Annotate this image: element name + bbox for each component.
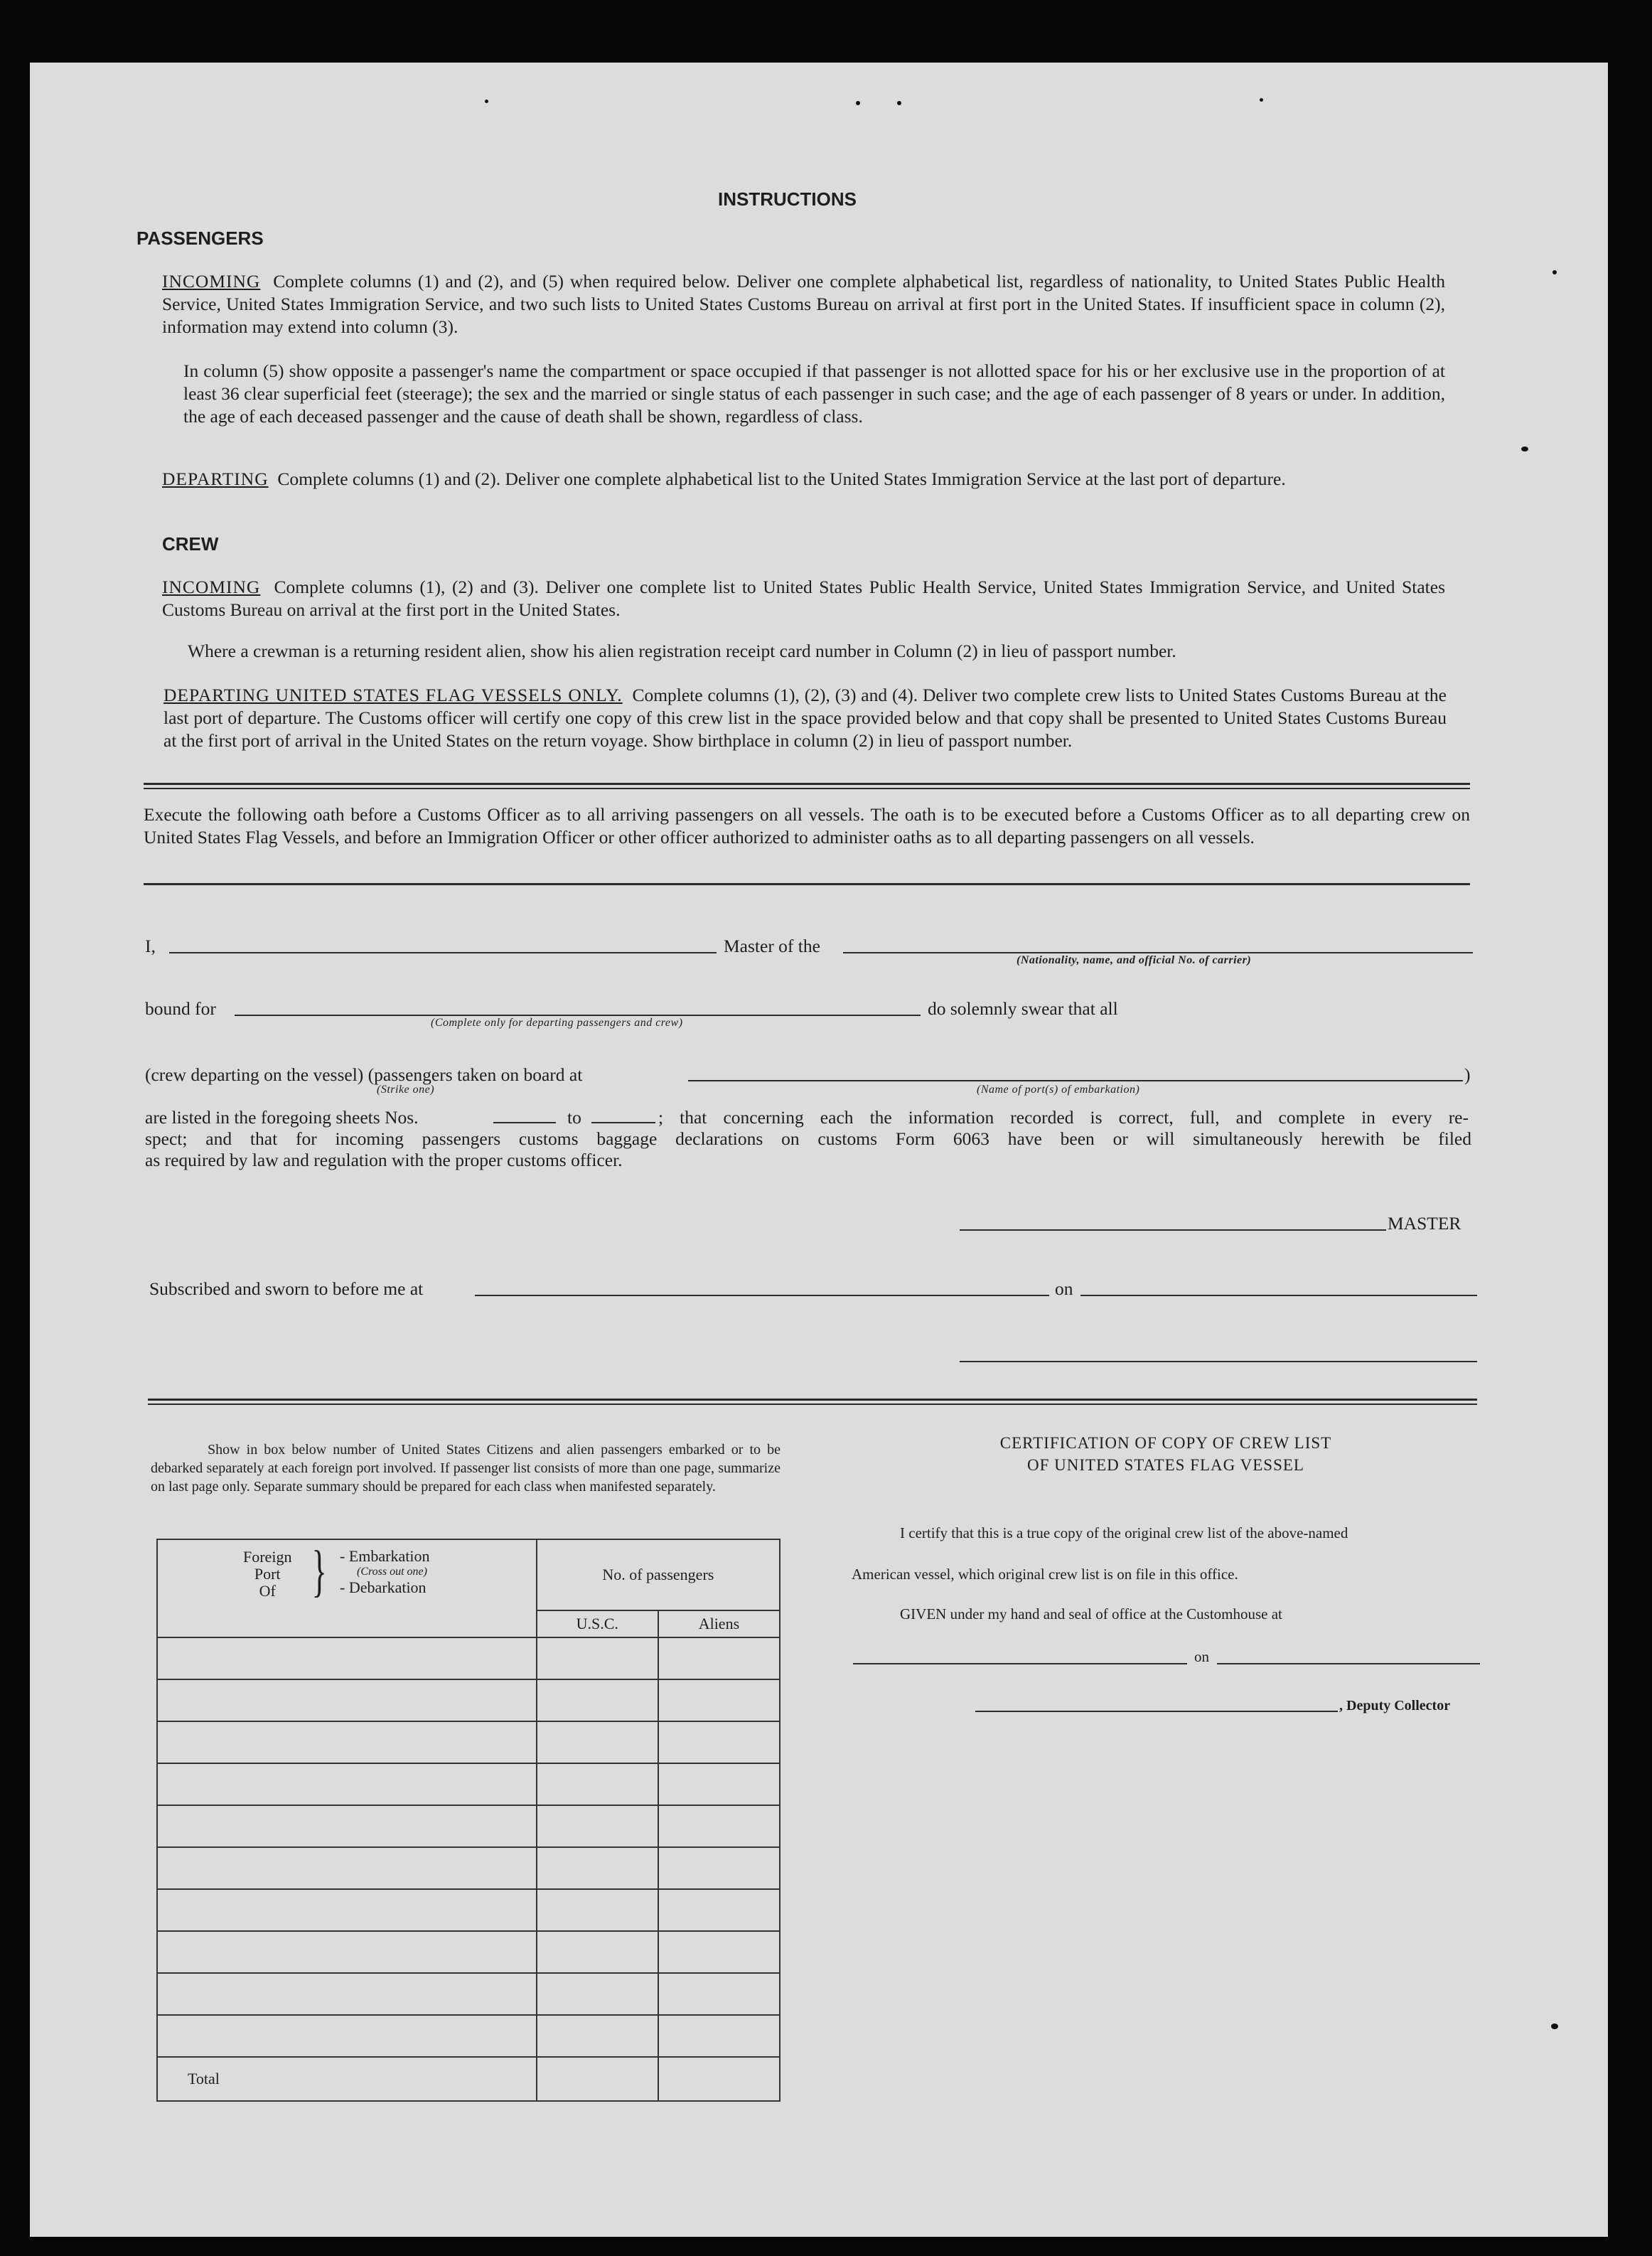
incoming-passengers-text: Complete columns (1) and (2), and (5) when required below. Deliver one complete alphabetical list, regardless of nationality, to United States Public Health Service, United States Immigration Service, and two such lists to United States Customs Bureau on arrival at first port in the United States. If insufficient space in column (2), information may extend into column (3). xyxy=(162,271,1445,337)
sheet-from-field[interactable] xyxy=(493,1122,556,1123)
aliens-cell[interactable] xyxy=(658,2015,780,2057)
usc-header: U.S.C. xyxy=(537,1610,658,1637)
subscribed-label: Subscribed and sworn to before me at xyxy=(149,1278,424,1299)
customhouse-field[interactable] xyxy=(853,1663,1187,1664)
certify-text-a: I certify that this is a true copy of the original crew list of the above-named xyxy=(900,1524,1348,1541)
cert-on-label: on xyxy=(1194,1648,1209,1665)
port-cell[interactable] xyxy=(157,1847,537,1889)
aliens-header: Aliens xyxy=(658,1610,780,1637)
officer-signature-field[interactable] xyxy=(960,1361,1477,1362)
aliens-cell[interactable] xyxy=(658,1637,780,1679)
port-cell[interactable] xyxy=(157,2015,537,2057)
certification-title-line2: OF UNITED STATES FLAG VESSEL xyxy=(1027,1456,1304,1474)
aliens-cell[interactable] xyxy=(658,1973,780,2015)
master-name-field[interactable] xyxy=(169,952,717,953)
usc-cell[interactable] xyxy=(537,1931,658,1973)
incoming-passengers-label: INCOMING xyxy=(162,271,261,292)
divider xyxy=(148,1404,1477,1405)
table-row xyxy=(157,1973,780,2015)
deputy-signature-field[interactable] xyxy=(975,1711,1338,1712)
passenger-summary-table xyxy=(156,1539,781,2102)
aliens-cell[interactable] xyxy=(658,1679,780,1721)
aliens-cell[interactable] xyxy=(658,1931,780,1973)
aliens-cell[interactable] xyxy=(658,1763,780,1805)
divider xyxy=(144,788,1470,789)
table-row xyxy=(157,1637,780,1679)
usc-cell[interactable] xyxy=(537,1721,658,1763)
port-cell[interactable] xyxy=(157,1763,537,1805)
port-cell[interactable] xyxy=(157,1637,537,1679)
speck xyxy=(1260,98,1263,102)
departing-passengers-instructions xyxy=(162,468,1445,491)
table-row xyxy=(157,1721,780,1763)
listed-text-a: are listed in the foregoing sheets Nos. xyxy=(145,1107,419,1128)
table-row xyxy=(157,1805,780,1847)
table-row xyxy=(157,1679,780,1721)
embarkation-label: - Embarkation xyxy=(340,1547,430,1565)
speck xyxy=(1521,447,1528,451)
aliens-cell[interactable] xyxy=(658,1847,780,1889)
usc-cell[interactable] xyxy=(537,1847,658,1889)
crew-passengers-text: (crew departing on the vessel) (passengers taken on board at xyxy=(145,1064,583,1085)
of-label: Of xyxy=(259,1582,276,1600)
usc-cell[interactable] xyxy=(537,1637,658,1679)
oath-i: I, xyxy=(145,936,156,956)
foreign-label: Foreign xyxy=(243,1548,292,1566)
departing-flag-instructions xyxy=(163,684,1447,752)
bound-for-label: bound for xyxy=(145,998,216,1019)
port-cell[interactable] xyxy=(157,1721,537,1763)
incoming-crew-instructions xyxy=(162,576,1445,621)
departing-flag-text: Complete columns (1), (2), (3) and (4). Deliver two complete crew lists to United States Customs Bureau at the last port of departure. The Customs officer will certify one copy of this crew list in the space provided below and that copy shall be presented to United States Customs Bureau at the first port of arrival in the United States on the return voyage. Show birthplace in column (2) in lieu of passport number. xyxy=(163,685,1447,751)
debarkation-label: - Debarkation xyxy=(340,1578,427,1596)
table-row xyxy=(157,1889,780,1931)
sworn-on-label: on xyxy=(1055,1278,1073,1299)
sheet-to-field[interactable] xyxy=(591,1122,655,1123)
crew-heading: CREW xyxy=(162,533,219,555)
departing-flag-label: DEPARTING UNITED STATES FLAG VESSELS ONLY. xyxy=(163,685,623,705)
speck xyxy=(856,101,860,105)
total-row xyxy=(157,2057,780,2101)
departing-passengers-label: DEPARTING xyxy=(162,469,269,489)
cross-out-label: (Cross out one) xyxy=(357,1566,427,1578)
port-header-cell xyxy=(157,1539,537,1637)
total-usc-cell[interactable] xyxy=(537,2057,658,2101)
deputy-collector-label: , Deputy Collector xyxy=(1339,1698,1451,1714)
listed-to: to xyxy=(567,1107,581,1128)
certify-text-b: American vessel, which original crew list is on file in this office. xyxy=(852,1566,1238,1583)
total-label: Total xyxy=(157,2057,537,2101)
incoming-passengers-instructions xyxy=(162,270,1445,338)
carrier-field[interactable] xyxy=(843,952,1473,953)
incoming-crew-text: Complete columns (1), (2) and (3). Deliver one complete list to United States Public Health Service, United States Immigration Service, and United States Customs Bureau on arrival at the first port in the United States. xyxy=(162,577,1445,620)
incoming-crew-label: INCOMING xyxy=(162,577,261,597)
total-aliens-cell[interactable] xyxy=(658,2057,780,2101)
divider xyxy=(144,783,1470,785)
given-text: GIVEN under my hand and seal of office at the Customhouse at xyxy=(900,1605,1282,1622)
sworn-place-field[interactable] xyxy=(475,1295,1049,1296)
usc-cell[interactable] xyxy=(537,1805,658,1847)
port-cell[interactable] xyxy=(157,1805,537,1847)
usc-cell[interactable] xyxy=(537,1973,658,2015)
carrier-caption: (Nationality, name, and official No. of carrier) xyxy=(1017,954,1252,966)
certification-title-line1: CERTIFICATION OF COPY OF CREW LIST xyxy=(999,1434,1332,1452)
bound-for-field[interactable] xyxy=(235,1015,921,1016)
usc-cell[interactable] xyxy=(537,1889,658,1931)
instructions-title: INSTRUCTIONS xyxy=(718,188,857,210)
master-label: MASTER xyxy=(1388,1213,1461,1234)
port-cell[interactable] xyxy=(157,1931,537,1973)
aliens-cell[interactable] xyxy=(658,1721,780,1763)
usc-cell[interactable] xyxy=(537,1679,658,1721)
table-row xyxy=(157,1931,780,1973)
certification-title xyxy=(853,1432,1479,1476)
aliens-cell[interactable] xyxy=(658,1805,780,1847)
brace-glyph: } xyxy=(311,1540,327,1603)
table-row xyxy=(157,1847,780,1889)
bound-for-caption: (Complete only for departing passengers and crew) xyxy=(431,1017,683,1029)
table-row xyxy=(157,1763,780,1805)
swear-text: do solemnly swear that all xyxy=(928,998,1118,1019)
sworn-date-field[interactable] xyxy=(1080,1295,1477,1296)
port-cell[interactable] xyxy=(157,1889,537,1931)
usc-cell[interactable] xyxy=(537,1763,658,1805)
passengers-heading: PASSENGERS xyxy=(136,228,264,249)
strike-one-caption: (Strike one) xyxy=(377,1084,435,1096)
table-row xyxy=(157,2015,780,2057)
port-cell[interactable] xyxy=(157,1679,537,1721)
cert-date-field[interactable] xyxy=(1217,1663,1480,1664)
port-label: Port xyxy=(254,1565,281,1583)
listed-text-c: spect; and that for incoming passengers customs baggage declarations on customs Form 6063 have been or will simultaneously herewith be filed xyxy=(145,1128,1471,1149)
listed-text-d: as required by law and regulation with the proper customs officer. xyxy=(145,1150,623,1170)
speck xyxy=(897,101,901,105)
divider xyxy=(148,1399,1477,1401)
departing-passengers-text: Complete columns (1) and (2). Deliver one complete alphabetical list to the United States Immigration Service at the last port of departure. xyxy=(277,469,1286,489)
summary-instructions: Show in box below number of United States Citizens and alien passengers embarked or to be debarked separately at each foreign port involved. If passenger list consists of more than one page, summarize on last page only. Separate summary should be prepared for each class when manifested separately. xyxy=(151,1442,781,1495)
column5-instructions: In column (5) show opposite a passenger's name the compartment or space occupied if that passenger is not allotted space for his or her exclusive use in the proportion of at least 36 clear superficial feet (steerage); the sex and the married or single status of each passenger in such case; and the age of each passenger of 8 years or under. In addition, the age of each deceased passenger and the cause of death shall be shown, regardless of class. xyxy=(183,360,1445,427)
no-passengers-header: No. of passengers xyxy=(537,1539,780,1610)
speck xyxy=(1551,2024,1558,2029)
aliens-cell[interactable] xyxy=(658,1889,780,1931)
ports-caption: (Name of port(s) of embarkation) xyxy=(977,1084,1140,1096)
usc-cell[interactable] xyxy=(537,2015,658,2057)
master-of-the-label: Master of the xyxy=(724,936,820,956)
divider xyxy=(144,883,1470,885)
close-paren: ) xyxy=(1464,1064,1471,1085)
speck xyxy=(485,100,488,103)
speck xyxy=(1552,270,1557,274)
port-cell[interactable] xyxy=(157,1973,537,2015)
listed-text-b: ; that concerning each the information recorded is correct, full, and complete in every re- xyxy=(658,1107,1469,1128)
crewman-instructions: Where a crewman is a returning resident alien, show his alien registration receipt card number in Column (2) in lieu of passport number. xyxy=(188,641,1176,661)
port-embarkation-field[interactable] xyxy=(688,1080,1463,1081)
master-signature-field[interactable] xyxy=(960,1229,1386,1231)
oath-instructions: Execute the following oath before a Customs Officer as to all arriving passengers on all vessels. The oath is to be executed before a Customs Officer as to all departing crew on United States Flag Vessels, and before an Immigration Officer or other officer authorized to administer oaths as to all departing passengers on all vessels. xyxy=(144,804,1470,848)
